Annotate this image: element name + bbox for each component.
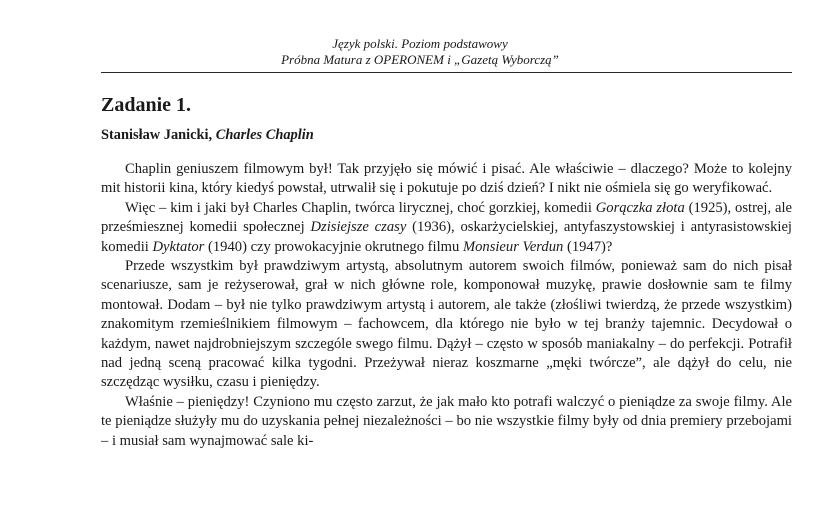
film-title-dyktator: Dyktator — [152, 238, 205, 255]
task-title: Zadanie 1. — [101, 94, 192, 116]
header-divider — [101, 72, 792, 73]
paragraph-2-text: (1940) czy prowokacyjnie okrutnego filmu — [204, 238, 463, 255]
paragraph-4: Właśnie – pieniędzy! Czyniono mu często zarzut, że jak mało kto potrafi walczyć o pieniądze za swoje filmy. Ale te pieniądze służyły mu do uzyskania pełnej niezależności – bo nie wszystkie filmy były od dnia premiery przebojami – i musiał sam wynajmować sale ki- — [101, 393, 792, 449]
header-exam-line: Próbna Matura z OPERONEM i „Gazetą Wyborczą” — [281, 52, 559, 67]
paragraph-2-text: (1947)? — [563, 238, 613, 255]
work-title: Charles Chaplin — [215, 127, 314, 143]
running-header — [0, 36, 840, 68]
film-title-dzisiejsze-czasy: Dzisiejsze czasy — [310, 219, 407, 236]
paragraph-1: Chaplin geniuszem filmowym był! Tak przyjęło się mówić i pisać. Ale właściwie – dlaczego? Może to kolejny mit historii kina, który kiedyś powstał, utrwalił się i pokutuje po dziś dzień? I nikt nie ośmiela się go weryfikować. — [101, 161, 792, 197]
paragraph-3: Przede wszystkim był prawdziwym artystą, absolutnym autorem swoich filmów, ponieważ sam do nich pisał scenariusze, sam je reżyserował, grał w nich główne role, komponował muzykę, prawie dosłownie sam te filmy montował. Dodam – był nie tylko prawdziwym artystą i autorem, ale także (złośliwi twierdzą, że przede wszystkim) znakomitym rzemieślnikiem filmowym – fachowcem, dla którego nie było w tej branży tajemnic. Decydował o każdym, nawet najdrobniejszym szczególe swego filmu. Dążył – często w sposób maniakalny – do perfekcji. Potrafił nad jedną sceną pracować kilka tygodni. Przeżywał nieraz koszmarne „męki twórcze”, ale dążył do celu, nie szczędząc wysiłku, czasu i pieniędzy. — [101, 258, 792, 391]
paragraph-2-text: (1936), oskarżycielskiej, antyfaszystowskiej i antyrasistowskiej komedii — [101, 219, 792, 255]
paragraph-2-text: (1925), ostrej, ale prześmiesznej komedii społecznej — [101, 199, 792, 236]
film-title-goraczka-zlota: Gorączka złota — [595, 199, 685, 216]
paragraph-2-text: Więc – kim i jaki był Charles Chaplin, twórca lirycznej, choć gorzkiej, komedii — [125, 199, 596, 216]
header-subject-line: Język polski. Poziom podstawowy — [332, 36, 508, 51]
byline — [101, 125, 314, 145]
paragraph-2 — [101, 199, 792, 257]
author-name: Stanisław Janicki, — [101, 127, 213, 143]
article-body — [101, 160, 792, 451]
film-title-monsieur-verdun: Monsieur Verdun — [462, 238, 564, 255]
